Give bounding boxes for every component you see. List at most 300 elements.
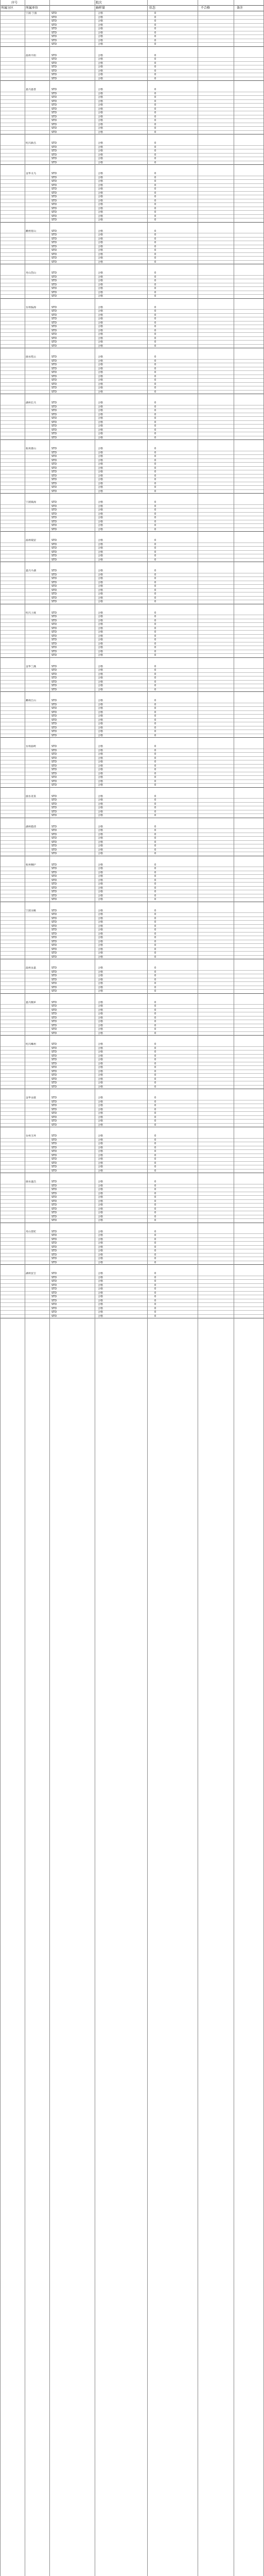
table-cell: 0: [154, 127, 156, 130]
table-cell: STD: [51, 543, 57, 546]
table-cell: 0: [154, 1257, 156, 1260]
table-cell: 合格: [98, 829, 103, 832]
table-cell: STD: [51, 634, 57, 638]
row-divider: [0, 95, 264, 96]
table-cell: 0: [154, 355, 156, 359]
table-cell: STD: [51, 1058, 57, 1061]
table-cell: STD: [51, 1188, 57, 1191]
table-cell: 合格: [98, 12, 103, 15]
table-cell: STD: [51, 1012, 57, 1015]
table-cell: 合格: [98, 1184, 103, 1188]
table-cell: STD: [51, 61, 57, 65]
table-cell: 合格: [98, 77, 103, 80]
table-cell: 合格: [98, 363, 103, 366]
table-cell: 合格: [98, 241, 103, 244]
table-cell: 合格: [98, 825, 103, 828]
table-cell: 合格: [98, 375, 103, 378]
table-cell: STD: [51, 272, 57, 275]
table-cell: 0: [154, 684, 156, 687]
table-cell: 0: [154, 195, 156, 198]
table-cell: 合格: [98, 676, 103, 680]
table-cell: 合格: [98, 585, 103, 588]
table-cell: 合格: [98, 474, 103, 478]
table-cell: STD: [51, 1146, 57, 1149]
table-cell: STD: [51, 1070, 57, 1073]
table-cell: 合格: [98, 1311, 103, 1314]
table-cell: STD: [51, 986, 57, 989]
table-cell: STD: [51, 878, 57, 882]
row-divider: [0, 336, 264, 337]
table-cell: 0: [154, 592, 156, 596]
table-cell: 0: [154, 245, 156, 248]
table-cell: 合格: [98, 1008, 103, 1012]
table-cell: 合格: [98, 341, 103, 344]
table-cell: 合格: [98, 1062, 103, 1065]
table-cell: 0: [154, 203, 156, 206]
table-cell: STD: [51, 363, 57, 366]
header-row2-col1: 所属分区: [1, 6, 14, 10]
table-cell: STD: [51, 1054, 57, 1058]
table-cell: STD: [51, 825, 57, 828]
table-cell: STD: [51, 107, 57, 111]
row-divider: [0, 1233, 264, 1234]
table-cell: STD: [51, 844, 57, 848]
row-divider: [0, 69, 264, 70]
table-cell: STD: [51, 1215, 57, 1218]
table-cell: 0: [154, 1062, 156, 1065]
group-unit: 金华义乌: [26, 172, 37, 175]
header-row1-col3: 批次: [96, 1, 102, 5]
table-cell: STD: [51, 123, 57, 126]
table-cell: STD: [51, 199, 57, 202]
table-cell: 合格: [98, 257, 103, 260]
table-cell: 合格: [98, 1303, 103, 1306]
table-cell: 0: [154, 1311, 156, 1314]
table-cell: STD: [51, 1261, 57, 1264]
table-cell: STD: [51, 974, 57, 977]
table-cell: 0: [154, 96, 156, 99]
table-cell: STD: [51, 1096, 57, 1099]
table-cell: 合格: [98, 623, 103, 626]
row-divider: [0, 1046, 264, 1047]
table-cell: 0: [154, 722, 156, 725]
table-cell: 合格: [98, 1215, 103, 1218]
table-cell: 合格: [98, 73, 103, 76]
table-cell: 0: [154, 623, 156, 626]
table-cell: 合格: [98, 157, 103, 160]
row-divider: [0, 1203, 264, 1204]
table-cell: 合格: [98, 15, 103, 19]
table-cell: 0: [154, 543, 156, 546]
table-cell: STD: [51, 191, 57, 195]
table-cell: 0: [154, 249, 156, 252]
table-cell: 合格: [98, 99, 103, 103]
table-cell: 合格: [98, 952, 103, 955]
table-cell: STD: [51, 1234, 57, 1237]
table-cell: 合格: [98, 512, 103, 516]
group-unit: 衢州常山: [26, 229, 37, 233]
table-cell: 0: [154, 1008, 156, 1012]
row-divider: [0, 718, 264, 719]
table-cell: STD: [51, 504, 57, 508]
row-divider: [0, 1195, 264, 1196]
header-row1-col1: 序号: [11, 1, 18, 5]
table-cell: 合格: [98, 715, 103, 718]
table-cell: 0: [154, 772, 156, 775]
table-cell: 合格: [98, 619, 103, 622]
table-cell: 0: [154, 306, 156, 309]
table-cell: 0: [154, 1016, 156, 1020]
table-cell: 合格: [98, 23, 103, 27]
table-cell: 0: [154, 1230, 156, 1233]
table-cell: 合格: [98, 871, 103, 874]
table-cell: 合格: [98, 833, 103, 836]
table-cell: STD: [51, 413, 57, 416]
table-cell: STD: [51, 611, 57, 615]
table-cell: STD: [51, 180, 57, 183]
table-cell: STD: [51, 684, 57, 687]
table-cell: 合格: [98, 115, 103, 118]
table-cell: 合格: [98, 875, 103, 878]
row-divider: [0, 1241, 264, 1242]
table-cell: STD: [51, 802, 57, 806]
table-cell: 合格: [98, 466, 103, 470]
group-unit: 嘉兴桐乡: [26, 1001, 37, 1004]
table-cell: 0: [154, 764, 156, 768]
table-cell: 合格: [98, 615, 103, 618]
table-cell: STD: [51, 547, 57, 550]
table-cell: 合格: [98, 260, 103, 264]
row-divider: [0, 764, 264, 765]
table-cell: 合格: [98, 1253, 103, 1257]
table-cell: STD: [51, 1299, 57, 1302]
table-cell: 0: [154, 878, 156, 882]
row-divider: [0, 294, 264, 295]
table-cell: 0: [154, 1280, 156, 1283]
row-divider: [0, 1123, 264, 1124]
table-cell: STD: [51, 688, 57, 691]
row-divider: [0, 588, 264, 589]
row-divider: [0, 454, 264, 455]
table-cell: STD: [51, 703, 57, 706]
table-cell: 0: [154, 405, 156, 409]
table-cell: 0: [154, 252, 156, 256]
row-divider: [0, 737, 264, 738]
row-divider: [0, 332, 264, 333]
table-cell: 0: [154, 1188, 156, 1191]
table-cell: 合格: [98, 1257, 103, 1260]
table-cell: STD: [51, 569, 57, 572]
table-cell: 0: [154, 550, 156, 554]
row-divider: [0, 848, 264, 849]
table-cell: 0: [154, 1158, 156, 1161]
table-cell: 0: [154, 1142, 156, 1145]
table-cell: 合格: [98, 1028, 103, 1031]
table-cell: 合格: [98, 283, 103, 286]
table-cell: 合格: [98, 153, 103, 157]
table-cell: STD: [51, 142, 57, 145]
row-divider: [0, 947, 264, 948]
row-divider: [0, 970, 264, 971]
table-cell: STD: [51, 756, 57, 760]
table-cell: STD: [51, 1192, 57, 1195]
group-unit: 金华兰溪: [26, 665, 37, 668]
table-cell: 合格: [98, 547, 103, 550]
table-cell: 合格: [98, 218, 103, 222]
row-divider: [0, 512, 264, 513]
table-cell: 0: [154, 932, 156, 936]
table-cell: 0: [154, 1215, 156, 1218]
table-cell: STD: [51, 214, 57, 218]
table-cell: 0: [154, 218, 156, 222]
table-cell: STD: [51, 707, 57, 710]
table-cell: STD: [51, 401, 57, 404]
group-unit: 杭州桐庐: [26, 863, 37, 867]
table-cell: STD: [51, 1165, 57, 1168]
table-cell: STD: [51, 1276, 57, 1279]
table-cell: 合格: [98, 898, 103, 901]
table-cell: 合格: [98, 1307, 103, 1310]
table-cell: 0: [154, 432, 156, 435]
row-divider: [0, 5, 264, 6]
table-cell: STD: [51, 794, 57, 798]
table-cell: 0: [154, 12, 156, 15]
table-cell: STD: [51, 355, 57, 359]
table-cell: STD: [51, 638, 57, 641]
row-divider: [0, 416, 264, 417]
table-cell: STD: [51, 806, 57, 809]
table-cell: 0: [154, 1066, 156, 1069]
row-divider: [0, 179, 264, 180]
table-cell: 合格: [98, 310, 103, 313]
table-cell: 合格: [98, 237, 103, 241]
table-cell: STD: [51, 149, 57, 152]
row-divider: [0, 1157, 264, 1158]
table-cell: STD: [51, 1115, 57, 1119]
table-cell: STD: [51, 928, 57, 931]
table-cell: 合格: [98, 486, 103, 489]
table-cell: 0: [154, 642, 156, 646]
row-divider: [0, 15, 264, 16]
table-cell: STD: [51, 1158, 57, 1161]
row-divider: [0, 1054, 264, 1055]
row-divider: [0, 19, 264, 20]
table-cell: 合格: [98, 142, 103, 145]
row-divider: [0, 1031, 264, 1032]
table-cell: 合格: [98, 642, 103, 646]
table-cell: 0: [154, 214, 156, 218]
table-cell: 0: [154, 474, 156, 478]
table-cell: STD: [51, 65, 57, 69]
table-cell: STD: [51, 1303, 57, 1306]
table-cell: STD: [51, 145, 57, 149]
table-cell: STD: [51, 321, 57, 325]
table-cell: 合格: [98, 745, 103, 748]
table-cell: STD: [51, 631, 57, 634]
table-cell: 合格: [98, 772, 103, 775]
table-cell: 合格: [98, 214, 103, 218]
table-cell: 0: [154, 375, 156, 378]
table-cell: STD: [51, 810, 57, 814]
table-cell: 0: [154, 1104, 156, 1107]
table-cell: 合格: [98, 1005, 103, 1008]
row-divider: [0, 714, 264, 715]
table-cell: 合格: [98, 539, 103, 542]
table-cell: 合格: [98, 955, 103, 959]
table-cell: 0: [154, 191, 156, 195]
table-cell: 0: [154, 417, 156, 420]
table-cell: 0: [154, 986, 156, 989]
table-cell: 0: [154, 436, 156, 439]
table-cell: 合格: [98, 573, 103, 577]
table-cell: STD: [51, 409, 57, 412]
table-cell: STD: [51, 470, 57, 473]
row-divider: [0, 783, 264, 784]
table-cell: 合格: [98, 756, 103, 760]
table-cell: STD: [51, 1280, 57, 1283]
table-cell: STD: [51, 1024, 57, 1027]
table-cell: 合格: [98, 592, 103, 596]
table-cell: STD: [51, 1154, 57, 1157]
table-cell: STD: [51, 447, 57, 450]
table-cell: STD: [51, 43, 57, 46]
table-cell: 合格: [98, 909, 103, 912]
table-cell: STD: [51, 367, 57, 370]
group-unit: 丽水遂昌: [26, 1180, 37, 1183]
table-cell: 0: [154, 172, 156, 175]
table-cell: 0: [154, 115, 156, 118]
table-cell: 0: [154, 688, 156, 691]
table-cell: 合格: [98, 1180, 103, 1183]
row-divider: [0, 955, 264, 956]
table-cell: STD: [51, 1238, 57, 1241]
table-cell: 0: [154, 547, 156, 550]
row-divider: [0, 878, 264, 879]
row-divider: [0, 428, 264, 429]
table-cell: STD: [51, 917, 57, 920]
table-cell: STD: [51, 699, 57, 702]
table-cell: 合格: [98, 852, 103, 855]
table-cell: STD: [51, 516, 57, 519]
table-cell: 合格: [98, 848, 103, 852]
table-cell: 合格: [98, 600, 103, 603]
table-cell: 合格: [98, 420, 103, 424]
table-cell: 0: [154, 149, 156, 152]
table-cell: 合格: [98, 611, 103, 615]
table-cell: STD: [51, 1150, 57, 1153]
table-cell: 0: [154, 852, 156, 855]
table-cell: 合格: [98, 27, 103, 30]
table-cell: 0: [154, 875, 156, 878]
table-cell: STD: [51, 359, 57, 363]
table-cell: 0: [154, 558, 156, 562]
table-cell: 合格: [98, 1261, 103, 1264]
row-divider: [0, 523, 264, 524]
table-cell: STD: [51, 183, 57, 187]
table-cell: 0: [154, 1161, 156, 1165]
group-unit: 嘉兴嘉善: [26, 88, 37, 91]
table-cell: STD: [51, 245, 57, 248]
table-cell: 合格: [98, 837, 103, 840]
table-cell: 0: [154, 23, 156, 27]
table-cell: STD: [51, 425, 57, 428]
table-cell: 0: [154, 928, 156, 931]
table-cell: STD: [51, 730, 57, 733]
table-cell: 合格: [98, 967, 103, 970]
group-unit: 丽水龙泉: [26, 794, 37, 798]
group-unit: 舟山岱山: [26, 272, 37, 275]
table-cell: 合格: [98, 459, 103, 462]
table-cell: STD: [51, 252, 57, 256]
table-cell: 合格: [98, 1104, 103, 1107]
table-cell: STD: [51, 341, 57, 344]
table-cell: 合格: [98, 31, 103, 35]
table-cell: STD: [51, 1043, 57, 1046]
table-cell: 合格: [98, 1230, 103, 1233]
row-divider: [0, 1291, 264, 1292]
row-divider: [0, 118, 264, 119]
row-divider: [0, 1111, 264, 1112]
table-cell: STD: [51, 336, 57, 340]
group-unit: 温州瑞安: [26, 539, 37, 542]
table-cell: STD: [51, 623, 57, 626]
table-cell: 合格: [98, 646, 103, 649]
group-unit: 绍兴嵊州: [26, 1043, 37, 1046]
table-cell: STD: [51, 646, 57, 649]
table-cell: 合格: [98, 990, 103, 993]
table-cell: 0: [154, 344, 156, 348]
table-cell: 0: [154, 1154, 156, 1157]
row-divider: [0, 252, 264, 253]
row-divider: [0, 439, 264, 440]
table-cell: 合格: [98, 1031, 103, 1035]
group-unit: 湖州德清: [26, 825, 37, 828]
table-cell: STD: [51, 188, 57, 191]
table-cell: 合格: [98, 367, 103, 370]
table-cell: 0: [154, 814, 156, 817]
table-cell: 合格: [98, 1058, 103, 1061]
table-cell: STD: [51, 1169, 57, 1173]
table-cell: 0: [154, 1287, 156, 1291]
table-cell: 合格: [98, 726, 103, 730]
table-cell: 合格: [98, 325, 103, 328]
table-cell: 0: [154, 1054, 156, 1058]
table-cell: 0: [154, 917, 156, 920]
table-cell: 合格: [98, 35, 103, 38]
table-cell: STD: [51, 1112, 57, 1115]
table-cell: 合格: [98, 558, 103, 562]
table-cell: 合格: [98, 509, 103, 512]
row-divider: [0, 993, 264, 994]
table-cell: 合格: [98, 654, 103, 657]
table-cell: 0: [154, 35, 156, 38]
table-cell: 0: [154, 749, 156, 752]
table-cell: 合格: [98, 405, 103, 409]
table-cell: STD: [51, 96, 57, 99]
row-divider: [0, 210, 264, 211]
table-cell: STD: [51, 890, 57, 893]
table-cell: 0: [154, 107, 156, 111]
table-cell: 合格: [98, 1012, 103, 1015]
table-cell: STD: [51, 710, 57, 714]
table-cell: 0: [154, 199, 156, 202]
table-cell: 0: [154, 654, 156, 657]
table-cell: 合格: [98, 806, 103, 809]
table-cell: 0: [154, 753, 156, 756]
table-cell: 合格: [98, 1146, 103, 1149]
table-cell: STD: [51, 898, 57, 901]
row-divider: [0, 504, 264, 505]
